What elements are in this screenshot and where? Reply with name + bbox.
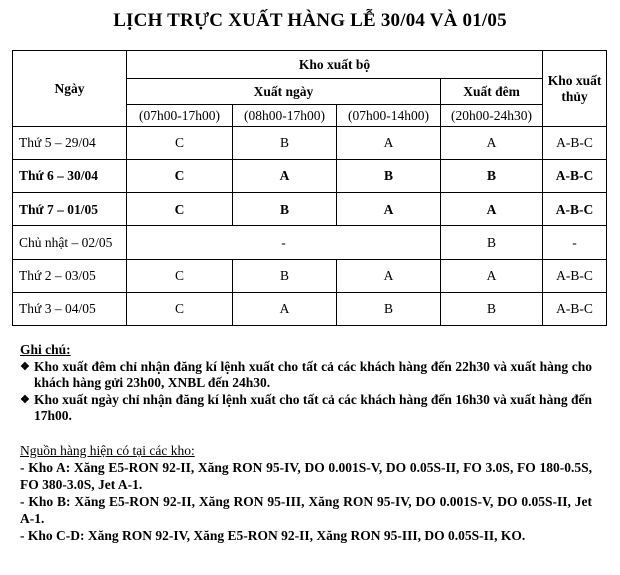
note-text: Kho xuất đêm chỉ nhận đăng kí lệnh xuất cho tất cả các khách hàng đến 22h30 và xuất hàng cho khách hàng gửi 23h00, XNBL đến 24h30. xyxy=(34,358,592,390)
cell: B xyxy=(441,160,543,193)
cell: A-B-C xyxy=(543,292,607,325)
row-day: Thứ 5 – 29/04 xyxy=(13,127,127,160)
table-row xyxy=(13,292,607,325)
cell: A-B-C xyxy=(543,259,607,292)
cell: - xyxy=(543,226,607,259)
cell: A xyxy=(441,127,543,160)
cell: B xyxy=(233,193,337,226)
table-row xyxy=(13,160,607,193)
cell: A xyxy=(233,160,337,193)
cell: C xyxy=(127,160,233,193)
cell: C xyxy=(127,193,233,226)
row-day: Thứ 6 – 30/04 xyxy=(13,160,127,193)
page-title: LỊCH TRỰC XUẤT HÀNG LỄ 30/04 VÀ 01/05 xyxy=(113,10,507,31)
table-row xyxy=(13,259,607,292)
header-road-warehouse: Kho xuất bộ xyxy=(127,51,543,79)
cell: A-B-C xyxy=(543,127,607,160)
source-item: - Kho C-D: Xăng RON 92-IV, Xăng E5-RON 92-II, Xăng RON 95-III, DO 0.05S-II, KO. xyxy=(20,528,526,543)
cell: A xyxy=(337,193,441,226)
slot-header: (20h00-24h30) xyxy=(441,105,543,127)
notes-section xyxy=(20,342,592,425)
source-item: - Kho B: Xăng E5-RON 92-II, Xăng RON 95-III, Xăng RON 95-IV, DO 0.001S-V, DO 0.05S-II, Jet A-1. xyxy=(20,494,592,526)
row-day: Thứ 3 – 04/05 xyxy=(13,292,127,325)
sources-section xyxy=(20,442,592,544)
header-night-shift: Xuất đêm xyxy=(441,79,543,105)
diamond-bullet-icon: ❖ xyxy=(20,360,30,373)
cell: C xyxy=(127,127,233,160)
cell: B xyxy=(337,160,441,193)
cell: B xyxy=(441,292,543,325)
source-item: - Kho A: Xăng E5-RON 92-II, Xăng RON 95-IV, DO 0.001S-V, DO 0.05S-II, FO 3.0S, FO 180-0.5S, FO 380-3.0S, Jet A-1. xyxy=(20,460,592,492)
cell: B xyxy=(233,259,337,292)
table-row xyxy=(13,127,607,160)
cell: B xyxy=(441,226,543,259)
cell: B xyxy=(337,292,441,325)
cell: A-B-C xyxy=(543,193,607,226)
cell: A-B-C xyxy=(543,160,607,193)
table-row xyxy=(13,193,607,226)
cell: C xyxy=(127,259,233,292)
cell: A xyxy=(441,193,543,226)
note-text: Kho xuất ngày chỉ nhận đăng kí lệnh xuất cho tất cả các khách hàng đến 16h30 và xuất hàng đến 17h00. xyxy=(34,391,592,423)
slot-header: (07h00-14h00) xyxy=(337,105,441,127)
row-day: Chủ nhật – 02/05 xyxy=(13,226,127,259)
cell: A xyxy=(233,292,337,325)
header-day-shift: Xuất ngày xyxy=(127,79,441,105)
row-day: Thứ 7 – 01/05 xyxy=(13,193,127,226)
cell: C xyxy=(127,292,233,325)
table-row xyxy=(13,226,607,259)
cell: A xyxy=(441,259,543,292)
slot-header: (07h00-17h00) xyxy=(127,105,233,127)
diamond-bullet-icon: ❖ xyxy=(20,393,30,406)
cell: - xyxy=(127,226,441,259)
schedule-table xyxy=(12,50,607,326)
slot-header: (08h00-17h00) xyxy=(233,105,337,127)
cell: A xyxy=(337,127,441,160)
header-day: Ngày xyxy=(13,51,127,127)
note-item xyxy=(20,392,592,425)
cell: A xyxy=(337,259,441,292)
sources-label: Nguồn hàng hiện có tại các kho: xyxy=(20,443,195,458)
note-item xyxy=(20,359,592,392)
cell: B xyxy=(233,127,337,160)
row-day: Thứ 2 – 03/05 xyxy=(13,259,127,292)
notes-label: Ghi chú: xyxy=(20,342,71,357)
header-water-warehouse: Kho xuất thủy xyxy=(543,51,607,127)
